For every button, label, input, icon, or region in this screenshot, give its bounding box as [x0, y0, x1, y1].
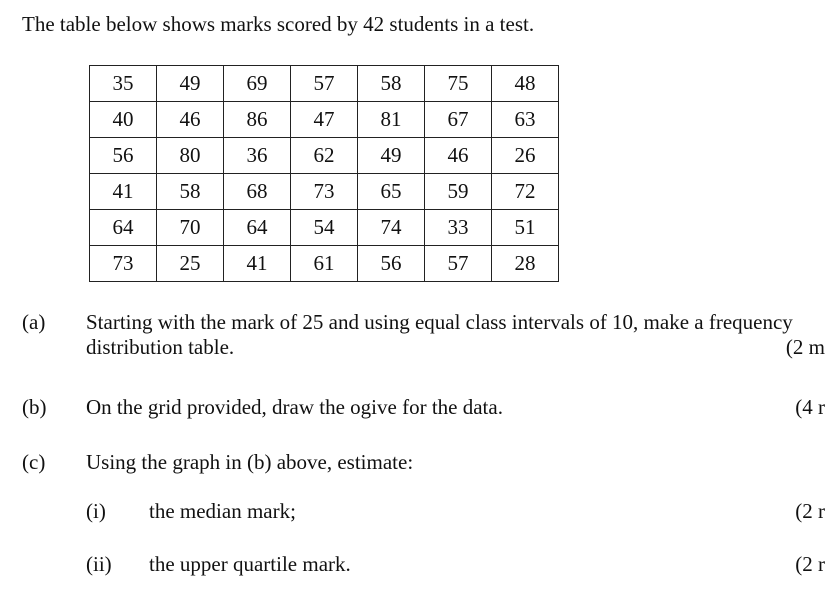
table-cell: 35	[90, 66, 157, 102]
table-cell: 49	[358, 138, 425, 174]
table-cell: 64	[224, 210, 291, 246]
table-row	[90, 138, 559, 174]
question-a-marks: (2 m	[785, 335, 825, 359]
table-cell: 73	[291, 174, 358, 210]
table-cell: 41	[224, 246, 291, 282]
question-c-i-marks: (2 r	[795, 499, 825, 523]
table-cell: 41	[90, 174, 157, 210]
table-cell: 36	[224, 138, 291, 174]
question-c-ii-text: the upper quartile mark.	[149, 552, 351, 576]
table-cell: 57	[425, 246, 492, 282]
table-cell: 68	[224, 174, 291, 210]
marks-table-body	[90, 66, 559, 282]
question-a-text-line2: distribution table.	[86, 335, 235, 359]
question-c-ii-label: (ii)	[86, 552, 112, 576]
table-cell: 46	[425, 138, 492, 174]
question-c-i-label: (i)	[86, 499, 106, 523]
question-c-label: (c)	[22, 450, 46, 474]
table-cell: 28	[492, 246, 559, 282]
table-row	[90, 102, 559, 138]
table-cell: 56	[358, 246, 425, 282]
table-cell: 56	[90, 138, 157, 174]
table-cell: 75	[425, 66, 492, 102]
table-cell: 48	[492, 66, 559, 102]
table-cell: 62	[291, 138, 358, 174]
table-row	[90, 210, 559, 246]
table-cell: 86	[224, 102, 291, 138]
table-cell: 47	[291, 102, 358, 138]
table-cell: 81	[358, 102, 425, 138]
intro-text: The table below shows marks scored by 42 students in a test.	[22, 12, 535, 36]
question-c-i-text: the median mark;	[149, 499, 296, 523]
question-c-text: Using the graph in (b) above, estimate:	[86, 450, 414, 474]
question-b-label: (b)	[22, 395, 47, 419]
table-cell: 54	[291, 210, 358, 246]
question-a-text-line1: Starting with the mark of 25 and using equal class intervals of 10, make a frequency	[86, 310, 793, 334]
table-cell: 74	[358, 210, 425, 246]
marks-table	[89, 65, 559, 282]
table-cell: 65	[358, 174, 425, 210]
table-cell: 57	[291, 66, 358, 102]
table-cell: 69	[224, 66, 291, 102]
table-cell: 51	[492, 210, 559, 246]
table-cell: 61	[291, 246, 358, 282]
table-row	[90, 66, 559, 102]
table-cell: 58	[358, 66, 425, 102]
question-a-label: (a)	[22, 310, 46, 334]
table-cell: 70	[157, 210, 224, 246]
table-row	[90, 246, 559, 282]
table-cell: 67	[425, 102, 492, 138]
table-cell: 73	[90, 246, 157, 282]
table-cell: 49	[157, 66, 224, 102]
table-cell: 25	[157, 246, 224, 282]
table-cell: 33	[425, 210, 492, 246]
table-cell: 80	[157, 138, 224, 174]
table-cell: 72	[492, 174, 559, 210]
table-cell: 63	[492, 102, 559, 138]
table-cell: 40	[90, 102, 157, 138]
table-row	[90, 174, 559, 210]
question-c-ii-marks: (2 r	[795, 552, 825, 576]
table-cell: 59	[425, 174, 492, 210]
table-cell: 26	[492, 138, 559, 174]
question-b-marks: (4 r	[795, 395, 825, 419]
table-cell: 64	[90, 210, 157, 246]
question-b-text: On the grid provided, draw the ogive for the data.	[86, 395, 503, 419]
table-cell: 58	[157, 174, 224, 210]
table-cell: 46	[157, 102, 224, 138]
